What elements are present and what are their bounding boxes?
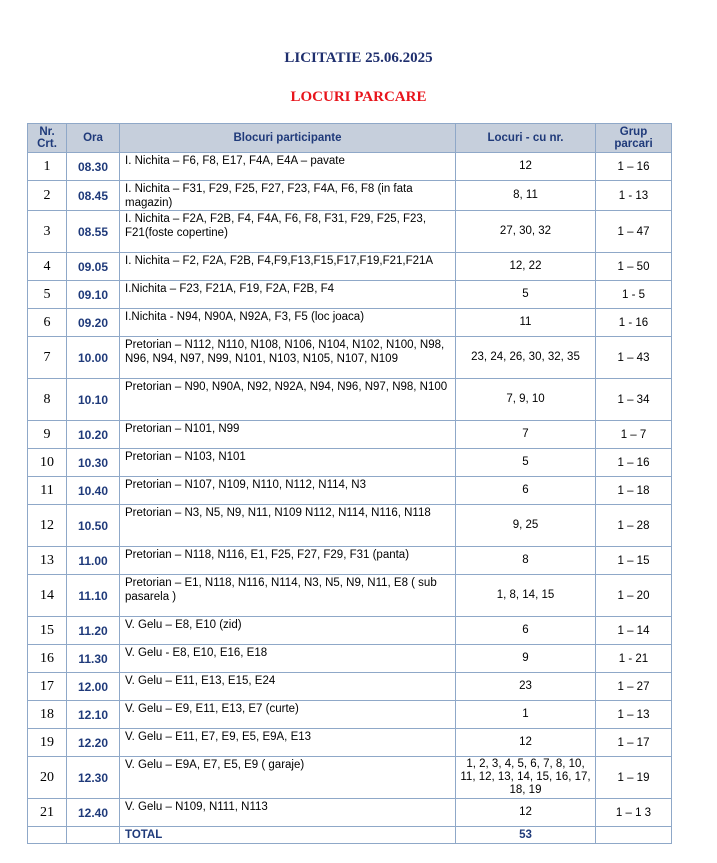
- total-value: 53: [456, 827, 596, 844]
- table-row: [28, 337, 672, 379]
- row-nr: 18: [28, 701, 67, 729]
- row-ora: 11.10: [67, 575, 120, 617]
- table-row: [28, 477, 672, 505]
- row-locuri: 9, 25: [456, 505, 596, 547]
- header-grup: Grup parcari: [596, 124, 672, 153]
- row-grup: 1 - 13: [596, 181, 672, 211]
- row-grup: 1 – 50: [596, 253, 672, 281]
- row-nr: 6: [28, 309, 67, 337]
- row-blocuri: I. Nichita – F6, F8, E17, F4A, E4A – pavate: [120, 153, 456, 181]
- row-blocuri: V. Gelu – E11, E7, E9, E5, E9A, E13: [120, 729, 456, 757]
- row-locuri: 7: [456, 421, 596, 449]
- table-row: [28, 253, 672, 281]
- row-nr: 2: [28, 181, 67, 211]
- row-ora: 12.40: [67, 799, 120, 827]
- row-ora: 10.30: [67, 449, 120, 477]
- row-blocuri: Pretorian – N107, N109, N110, N112, N114, N3: [120, 477, 456, 505]
- row-ora: 10.50: [67, 505, 120, 547]
- table-row: [28, 547, 672, 575]
- row-blocuri: Pretorian – N118, N116, E1, F25, F27, F29, F31 (panta): [120, 547, 456, 575]
- header-locuri: Locuri - cu nr.: [456, 124, 596, 153]
- row-locuri: 1, 2, 3, 4, 5, 6, 7, 8, 10, 11, 12, 13, 14, 15, 16, 17, 18, 19: [456, 757, 596, 799]
- row-grup: 1 – 7: [596, 421, 672, 449]
- row-ora: 12.30: [67, 757, 120, 799]
- table-row: [28, 505, 672, 547]
- row-nr: 4: [28, 253, 67, 281]
- auction-table: [27, 123, 672, 844]
- row-ora: 10.20: [67, 421, 120, 449]
- row-blocuri: Pretorian – N101, N99: [120, 421, 456, 449]
- row-locuri: 12: [456, 153, 596, 181]
- total-empty-grup: [596, 827, 672, 844]
- row-blocuri: V. Gelu – E9A, E7, E5, E9 ( garaje): [120, 757, 456, 799]
- row-locuri: 5: [456, 281, 596, 309]
- row-nr: 8: [28, 379, 67, 421]
- row-grup: 1 – 34: [596, 379, 672, 421]
- total-label: TOTAL: [120, 827, 456, 844]
- table-row: [28, 449, 672, 477]
- row-ora: 11.00: [67, 547, 120, 575]
- row-ora: 08.30: [67, 153, 120, 181]
- row-grup: 1 – 14: [596, 617, 672, 645]
- header-blocuri: Blocuri participante: [120, 124, 456, 153]
- row-ora: 09.10: [67, 281, 120, 309]
- page-title: LICITATIE 25.06.2025: [284, 50, 433, 66]
- row-locuri: 6: [456, 477, 596, 505]
- row-locuri: 8: [456, 547, 596, 575]
- row-grup: 1 – 27: [596, 673, 672, 701]
- table-row: [28, 211, 672, 253]
- row-blocuri: Pretorian – N3, N5, N9, N11, N109 N112, N114, N116, N118: [120, 505, 456, 547]
- table-row: [28, 617, 672, 645]
- row-grup: 1 – 20: [596, 575, 672, 617]
- row-nr: 21: [28, 799, 67, 827]
- row-locuri: 12: [456, 799, 596, 827]
- row-grup: 1 – 15: [596, 547, 672, 575]
- row-ora: 08.55: [67, 211, 120, 253]
- row-locuri: 5: [456, 449, 596, 477]
- row-nr: 17: [28, 673, 67, 701]
- row-nr: 14: [28, 575, 67, 617]
- table-row: [28, 673, 672, 701]
- row-nr: 13: [28, 547, 67, 575]
- table-row: [28, 757, 672, 799]
- row-locuri: 7, 9, 10: [456, 379, 596, 421]
- row-blocuri: Pretorian – N112, N110, N108, N106, N104, N102, N100, N98, N96, N94, N97, N99, N101, N103, N105, N107, N109: [120, 337, 456, 379]
- row-locuri: 1, 8, 14, 15: [456, 575, 596, 617]
- table-row: [28, 421, 672, 449]
- table-header-row: [28, 124, 672, 153]
- header-nr: Nr. Crt.: [28, 124, 67, 153]
- row-blocuri: V. Gelu – E8, E10 (zid): [120, 617, 456, 645]
- row-ora: 12.20: [67, 729, 120, 757]
- row-blocuri: I.Nichita – F23, F21A, F19, F2A, F2B, F4: [120, 281, 456, 309]
- row-ora: 10.10: [67, 379, 120, 421]
- row-nr: 20: [28, 757, 67, 799]
- row-blocuri: V. Gelu – E11, E13, E15, E24: [120, 673, 456, 701]
- row-nr: 10: [28, 449, 67, 477]
- row-grup: 1 – 16: [596, 153, 672, 181]
- page-subtitle: LOCURI PARCARE: [290, 89, 427, 105]
- row-grup: 1 – 19: [596, 757, 672, 799]
- row-locuri: 11: [456, 309, 596, 337]
- row-blocuri: Pretorian – N103, N101: [120, 449, 456, 477]
- row-ora: 12.10: [67, 701, 120, 729]
- row-locuri: 6: [456, 617, 596, 645]
- row-blocuri: V. Gelu – N109, N111, N113: [120, 799, 456, 827]
- row-blocuri: Pretorian – E1, N118, N116, N114, N3, N5, N9, N11, E8 ( sub pasarela ): [120, 575, 456, 617]
- row-nr: 3: [28, 211, 67, 253]
- row-nr: 11: [28, 477, 67, 505]
- row-blocuri: Pretorian – N90, N90A, N92, N92A, N94, N96, N97, N98, N100: [120, 379, 456, 421]
- row-locuri: 23, 24, 26, 30, 32, 35: [456, 337, 596, 379]
- row-ora: 10.00: [67, 337, 120, 379]
- row-grup: 1 – 47: [596, 211, 672, 253]
- row-grup: 1 – 1 3: [596, 799, 672, 827]
- row-ora: 11.30: [67, 645, 120, 673]
- row-blocuri: I. Nichita – F31, F29, F25, F27, F23, F4A, F6, F8 (in fata magazin): [120, 181, 456, 211]
- row-ora: 11.20: [67, 617, 120, 645]
- table-row: [28, 701, 672, 729]
- row-grup: 1 – 18: [596, 477, 672, 505]
- row-locuri: 8, 11: [456, 181, 596, 211]
- table-row: [28, 799, 672, 827]
- row-nr: 15: [28, 617, 67, 645]
- row-nr: 16: [28, 645, 67, 673]
- row-locuri: 27, 30, 32: [456, 211, 596, 253]
- row-nr: 7: [28, 337, 67, 379]
- total-empty-ora: [67, 827, 120, 844]
- row-ora: 09.05: [67, 253, 120, 281]
- row-nr: 12: [28, 505, 67, 547]
- row-nr: 9: [28, 421, 67, 449]
- total-empty-nr: [28, 827, 67, 844]
- table-row: [28, 281, 672, 309]
- header-ora: Ora: [67, 124, 120, 153]
- row-nr: 1: [28, 153, 67, 181]
- table-row: [28, 153, 672, 181]
- table-row: [28, 729, 672, 757]
- row-blocuri: V. Gelu – E9, E11, E13, E7 (curte): [120, 701, 456, 729]
- row-locuri: 12: [456, 729, 596, 757]
- row-ora: 08.45: [67, 181, 120, 211]
- row-locuri: 23: [456, 673, 596, 701]
- row-grup: 1 - 21: [596, 645, 672, 673]
- row-ora: 10.40: [67, 477, 120, 505]
- row-grup: 1 – 16: [596, 449, 672, 477]
- row-ora: 09.20: [67, 309, 120, 337]
- row-grup: 1 - 16: [596, 309, 672, 337]
- row-grup: 1 – 13: [596, 701, 672, 729]
- row-blocuri: I.Nichita - N94, N90A, N92A, F3, F5 (loc joaca): [120, 309, 456, 337]
- table-row: [28, 575, 672, 617]
- row-blocuri: I. Nichita – F2, F2A, F2B, F4,F9,F13,F15,F17,F19,F21,F21A: [120, 253, 456, 281]
- row-locuri: 1: [456, 701, 596, 729]
- row-grup: 1 – 28: [596, 505, 672, 547]
- row-grup: 1 – 43: [596, 337, 672, 379]
- row-grup: 1 - 5: [596, 281, 672, 309]
- row-nr: 5: [28, 281, 67, 309]
- table-row: [28, 379, 672, 421]
- table-row: [28, 309, 672, 337]
- row-blocuri: I. Nichita – F2A, F2B, F4, F4A, F6, F8, F31, F29, F25, F23, F21(foste copertine): [120, 211, 456, 253]
- row-locuri: 9: [456, 645, 596, 673]
- row-ora: 12.00: [67, 673, 120, 701]
- total-row: [28, 827, 672, 844]
- row-nr: 19: [28, 729, 67, 757]
- row-grup: 1 – 17: [596, 729, 672, 757]
- table-row: [28, 645, 672, 673]
- row-locuri: 12, 22: [456, 253, 596, 281]
- row-blocuri: V. Gelu - E8, E10, E16, E18: [120, 645, 456, 673]
- table-row: [28, 181, 672, 211]
